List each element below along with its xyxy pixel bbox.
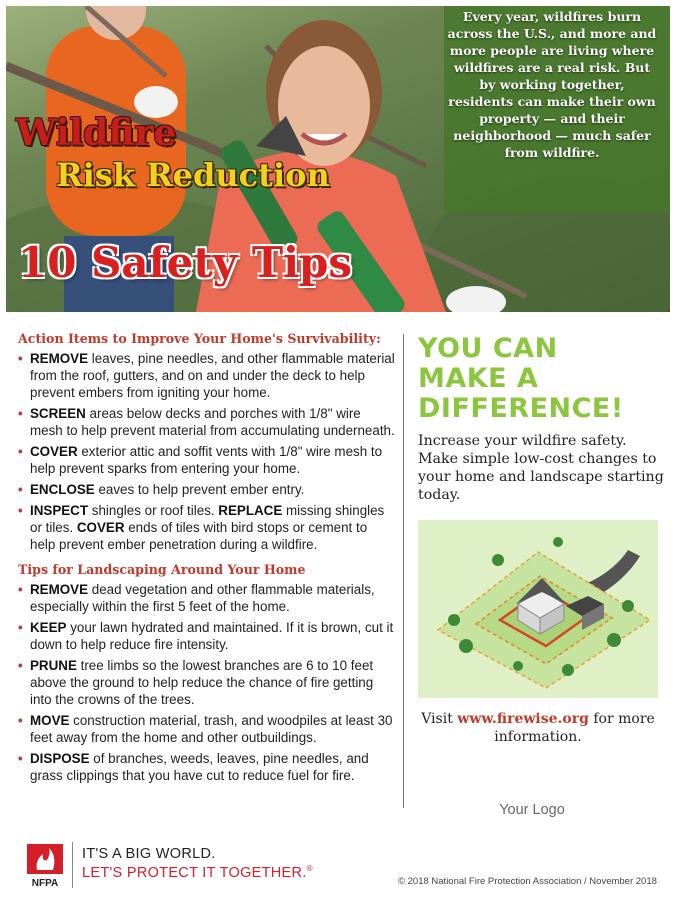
tip-text: leaves, pine needles, and other flammable material from the roof, gutters, and on and under the deck to help prevent embers from igniting your home. bbox=[30, 351, 395, 400]
logo-placeholder: Your Logo bbox=[499, 802, 565, 818]
list-item bbox=[18, 581, 396, 615]
landscaping-list bbox=[18, 581, 396, 784]
tip-text: exterior attic and soffit vents with 1/8" wire mesh to help prevent sparks from entering your home. bbox=[30, 444, 383, 476]
list-item bbox=[18, 750, 396, 784]
list-item bbox=[18, 657, 396, 708]
tip-text: dead vegetation and other flammable materials, especially within the first 5 feet of the home. bbox=[30, 582, 375, 614]
tip-text: tree limbs so the lowest branches are 6 to 10 feet above the ground to help reduce the chance of fire getting into the crowns of the trees. bbox=[30, 658, 374, 707]
firewise-link[interactable]: www.firewise.org bbox=[457, 711, 589, 727]
list-item bbox=[18, 502, 396, 553]
list-item bbox=[18, 443, 396, 477]
home-ignition-zone-illustration bbox=[418, 520, 658, 698]
nfpa-logo-text: NFPA bbox=[31, 878, 59, 888]
slogan-line-2 bbox=[82, 864, 313, 881]
visit-text: for more information. bbox=[494, 711, 655, 745]
title-risk-reduction: Risk Reduction bbox=[56, 156, 330, 194]
tip-keyword: PRUNE bbox=[30, 658, 77, 673]
tip-text: shingles or roof tiles. bbox=[88, 503, 219, 518]
intro-text: Every year, wildfires burn across the U.S., and more and more people are living where wildfires are a real risk. But by working together, residents can make their own property — and their neighborhood — much safer from wildfire. bbox=[447, 9, 657, 160]
headline-line: MAKE A bbox=[418, 363, 539, 394]
tip-text: of branches, weeds, leaves, pine needles, and grass clippings that you have cut to reduce fuel for fire. bbox=[30, 751, 369, 783]
tips-column bbox=[18, 330, 396, 788]
tip-keyword: MOVE bbox=[30, 713, 70, 728]
section-heading-survivability: Action Items to Improve Your Home's Survivability: bbox=[18, 331, 381, 346]
headline-line: DIFFERENCE! bbox=[418, 393, 624, 424]
tip-keyword: ENCLOSE bbox=[30, 482, 95, 497]
list-item bbox=[18, 619, 396, 653]
tip-text: your lawn hydrated and maintained. If it is brown, cut it down to help reduce fire intensity. bbox=[30, 620, 394, 652]
tip-text: eaves to help prevent ember entry. bbox=[94, 482, 305, 497]
tip-keyword: COVER bbox=[76, 520, 125, 535]
tip-text: ends of tiles with bird stops or cement to help prevent ember penetration during a wildfire. bbox=[30, 520, 368, 552]
registered-mark: ® bbox=[306, 864, 313, 873]
visit-text: Visit bbox=[421, 711, 458, 727]
home-zone-drawing bbox=[418, 520, 658, 698]
headline-line: YOU CAN bbox=[418, 333, 558, 364]
tip-keyword: INSPECT bbox=[30, 503, 89, 518]
list-item bbox=[18, 405, 396, 439]
increase-safety-text: Increase your wildfire safety. Make simple low-cost changes to your home and landscape starting today. bbox=[418, 433, 664, 503]
survivability-list bbox=[18, 350, 396, 553]
footer-divider bbox=[72, 842, 73, 888]
title-wildfire: Wildfire bbox=[16, 112, 177, 154]
list-item bbox=[18, 350, 396, 401]
tip-text: missing shingles or tiles. bbox=[30, 503, 385, 535]
tip-text: construction material, trash, and woodpiles at least 30 feet away from the home and other outbuildings. bbox=[30, 713, 393, 745]
visit-firewise bbox=[410, 710, 666, 746]
title-10-safety-tips: 10 Safety Tips bbox=[18, 238, 353, 287]
tip-keyword: REMOVE bbox=[30, 351, 89, 366]
list-item bbox=[18, 712, 396, 746]
tip-keyword: DISPOSE bbox=[30, 751, 90, 766]
slogan-line-1: IT'S A BIG WORLD. bbox=[82, 846, 216, 862]
tip-keyword: REPLACE bbox=[218, 503, 283, 518]
tip-keyword: REMOVE bbox=[30, 582, 89, 597]
tip-text: areas below decks and porches with 1/8" wire mesh to help prevent material from accumulating underneath. bbox=[30, 406, 395, 438]
nfpa-logo bbox=[25, 844, 65, 888]
list-item bbox=[18, 481, 396, 498]
tip-keyword: COVER bbox=[30, 444, 78, 459]
column-divider bbox=[403, 334, 404, 808]
tip-keyword: KEEP bbox=[30, 620, 67, 635]
slogan-text: LET'S PROTECT IT TOGETHER. bbox=[82, 864, 307, 881]
tip-keyword: SCREEN bbox=[30, 406, 86, 421]
you-can-make-a-difference bbox=[418, 334, 668, 424]
section-heading-landscaping: Tips for Landscaping Around Your Home bbox=[18, 562, 306, 577]
copyright: © 2018 National Fire Protection Association / November 2018 bbox=[398, 876, 657, 887]
